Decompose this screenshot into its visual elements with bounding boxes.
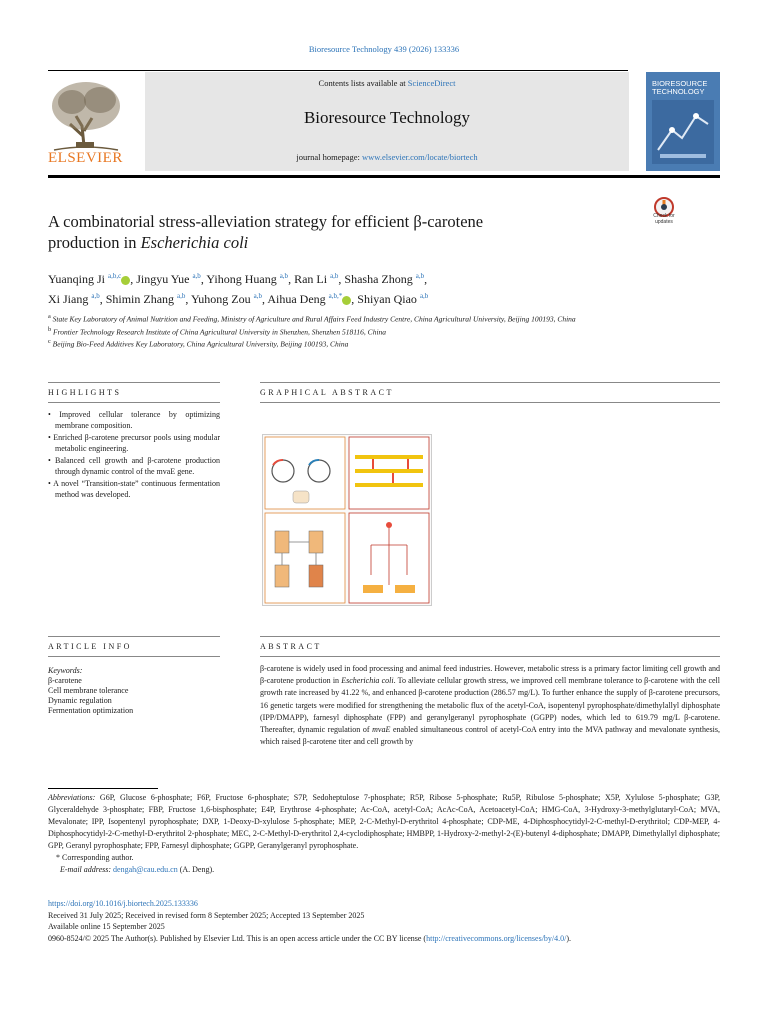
affiliation-text: Beijing Bio-Feed Additives Key Laboratory, China Agricultural University, Beijing 100193, China (50, 339, 349, 349)
author-affiliation-marker[interactable]: a,b,* (328, 292, 343, 300)
highlight-item: • A novel “Transition-state” continuous fermentation method was developed. (48, 479, 220, 499)
badge-line-1: Check for (653, 213, 675, 219)
available-online: Available online 15 September 2025 (48, 922, 165, 931)
sciencedirect-link[interactable]: ScienceDirect (407, 78, 456, 88)
title-line-1: A combinatorial stress-alleviation strategy for efficient β-carotene (48, 212, 484, 231)
highlights-list (48, 410, 220, 500)
author-affiliation-marker[interactable]: a,b,c (108, 272, 122, 280)
badge-line-2: updates (655, 218, 673, 225)
abbrev-text: G6P, Glucose 6-phosphate; F6P, Fructose 6-phosphate; S7P, Sedoheptulose 7-phosphate; R5P, Ribose 5-phosphate; Ru5P, Ribulose 5-phosphate; X5P, Xylulose 5-phosphate; G3P, Glyceraldehyde 3-phosphate; FBP, Fructose 1,6-bisphosphate; E4P, Erythrose 4-phosphate; Ac-CoA, acetyl-CoA; AcAc-CoA, Acetoacetyl-CoA; HMG-CoA, 3-Hydroxy-3-methylglutaryl-CoA; MVA, Mevalonate; IPP, Isopentenyl pyrophosphate; DXP, 1-Deoxy-D-xylulose 5-phosphate; MEP, 2-C-Methyl-D-erythritol 4-phosphate; CDP-ME, 4-Diphosphocytidyl-2-C-methyl-D-erythritol; CDP-MEP, 4-Diphosphocytidyl-2-C-methyl-D-erythritol 2-phosphate; MEC, 2-C-Methyl-D-erythritol 2,4-cyclodiphosphate; HMBPP, 1-Hydroxy-2-methyl-2-(E)-butenyl 4-diphosphate; DMAPP, Dimethylallyl diphosphate; GPP, Geranyl pyrophosphate; FPP, Farnesyl diphosphate; GGPP, Geranylgeranyl pyrophosphate. (48, 793, 720, 850)
author-name[interactable]: , Shimin Zhang (99, 292, 178, 306)
author-affiliation-marker[interactable]: a,b (415, 272, 425, 280)
author-name[interactable]: , Jingyu Yue (130, 272, 193, 286)
corresponding-note: * Corresponding author. (56, 853, 134, 862)
graphical-abstract-figure[interactable] (262, 434, 432, 606)
homepage-link[interactable]: www.elsevier.com/locate/biortech (362, 152, 478, 162)
highlights-top-rule (48, 382, 220, 383)
license-end: ). (566, 933, 572, 943)
author-line-2 (48, 288, 648, 308)
abstract-top-rule (260, 636, 720, 637)
article-meta (48, 898, 748, 944)
ga-under-rule (260, 402, 720, 403)
author-name[interactable]: , Yuhong Zou (185, 292, 254, 306)
orcid-icon[interactable] (342, 296, 351, 305)
author-name[interactable]: Xi Jiang (48, 292, 92, 306)
publisher-logo-text: ELSEVIER (48, 150, 123, 166)
footnote-rule (48, 788, 158, 789)
keyword-item: Dynamic regulation (48, 696, 112, 705)
homepage-prefix: journal homepage: (296, 152, 363, 162)
title-line-2-text: production in (48, 233, 141, 252)
keyword-item: Cell membrane tolerance (48, 686, 129, 695)
abstract-part-1: β-carotene is widely used in food processing and animal feed industries. However, metabolic stress is a primary factor limiting cell growth and β-carotene production in (260, 664, 720, 686)
doi-link[interactable]: https://doi.org/10.1016/j.biortech.2025.133336 (48, 899, 198, 908)
highlight-item: • Enriched β-carotene precursor pools using modular metabolic engineering. (48, 433, 220, 453)
journal-reference[interactable]: Bioresource Technology 439 (2026) 133336 (308, 44, 460, 54)
highlights-under-rule (48, 402, 220, 403)
cover-title: BIORESOURCE TECHNOLOGY (652, 79, 708, 96)
header-bottom-rule (48, 175, 720, 178)
affiliation-item (48, 337, 638, 350)
abstract-text (260, 663, 720, 748)
author-affiliation-marker[interactable]: a,b (419, 292, 429, 300)
author-name[interactable]: , Ran Li (288, 272, 331, 286)
keywords-label: Keywords: (48, 666, 83, 675)
abstract-part-2: . To alleviate cellular growth stress, we improved cell membrane tolerance to β-carotene with the cell growth rate increased by 41.22 %, and enhanced β-carotene production (286.57 mg/L). To further enhance the supply of β-carotene precursors, 16 genetic targets were modified for strengthening the metabolic flux of the acetyl-CoA, isopentenyl pyrophosphate/dimethylallyl diphosphate (IPP/DMAPP), farnesyl diphosphate (FPP) and geranylgeranyl pyrophosphate (GGPP) nodes, which led to 619.79 mg/L β-carotene. Thereafter, dynamic regulation of (260, 676, 720, 735)
article-info-heading: ARTICLE INFO (48, 642, 132, 651)
license-line (48, 933, 748, 945)
article-info-top-rule (48, 636, 220, 637)
author-name[interactable]: , Shasha Zhong (338, 272, 416, 286)
highlights-heading: HIGHLIGHTS (48, 388, 122, 397)
contents-prefix: Contents lists available at (318, 78, 408, 88)
orcid-icon[interactable] (121, 276, 130, 285)
abstract-italic-1: Escherichia coli (341, 676, 394, 686)
article-title (48, 211, 628, 253)
affiliations (48, 312, 638, 350)
author-affiliation-marker[interactable]: a,b (192, 272, 201, 280)
article-info-under-rule (48, 656, 220, 657)
license-link[interactable]: http://creativecommons.org/licenses/by/4.0/ (426, 933, 567, 943)
journal-cover-image[interactable] (646, 72, 720, 171)
affiliation-text: Frontier Technology Research Institute of China Agricultural University in Shenzhen, Shenzhen 518116, China (51, 327, 387, 336)
highlight-item: • Improved cellular tolerance by optimizing membrane composition. (48, 410, 220, 430)
abbreviations-footnote (48, 792, 720, 876)
author-affiliation-marker[interactable]: a,b (253, 292, 262, 300)
keyword-item: β-carotene (48, 676, 82, 685)
abbrev-label: Abbreviations: (48, 793, 96, 802)
keyword-item: Fermentation optimization (48, 706, 134, 715)
author-list (48, 268, 648, 308)
abstract-italic-2: mvaE (372, 725, 391, 735)
received-dates: Received 31 July 2025; Received in revised form 8 September 2025; Accepted 13 September 2025 (48, 910, 365, 920)
email-link[interactable]: dengah@cau.edu.cn (113, 865, 178, 874)
author-line-1 (48, 268, 648, 288)
highlight-item: • Balanced cell growth and β-carotene production through dynamic control of the mvaE gene. (48, 456, 220, 476)
email-line (48, 864, 720, 876)
author-name[interactable]: Yuanqing Ji (48, 272, 108, 286)
author-affiliation-marker[interactable]: a,b (330, 272, 339, 280)
abstract-heading: ABSTRACT (260, 642, 322, 651)
email-suffix: (A. Deng). (177, 865, 215, 874)
cover-artwork (652, 100, 714, 164)
ga-top-rule (260, 382, 720, 383)
email-label: E-mail address: (60, 865, 112, 874)
title-line-2 (48, 232, 628, 253)
header-top-rule (48, 70, 628, 71)
abstract-part-3: enabled simultaneous control of acetyl-CoA entry into the MVA pathway and mevalonate synthesis, which raised β-carotene titer and cell growth by (260, 725, 720, 747)
title-organism: Escherichia coli (140, 233, 249, 252)
author-name[interactable]: , Aihua Deng (262, 292, 329, 306)
journal-homepage-line (145, 152, 629, 162)
affiliation-marker: b (48, 325, 52, 333)
journal-title: Bioresource Technology (303, 108, 471, 127)
affiliation-item (48, 312, 638, 325)
check-for-updates-label[interactable] (644, 214, 684, 225)
abstract-under-rule (260, 656, 720, 657)
keywords-section (48, 666, 228, 716)
highlights-section (48, 410, 220, 502)
license-text: 0960-8524/© 2025 The Author(s). Published by Elsevier Ltd. This is an open access article under the CC BY license ( (48, 933, 427, 943)
author-name[interactable]: , Shiyan Qiao (351, 292, 420, 306)
author-affiliation-marker[interactable]: a,b (177, 292, 186, 300)
author-affiliation-marker[interactable]: a,b (279, 272, 289, 280)
affiliation-marker: a (48, 313, 51, 320)
affiliation-marker: c (48, 338, 51, 345)
affiliation-text: State Key Laboratory of Animal Nutrition and Feeding, Ministry of Agriculture and Rural Affairs Feed Industry Centre, China Agricultural University, Beijing 100193, China (50, 314, 576, 324)
graphical-abstract-heading: GRAPHICAL ABSTRACT (260, 388, 394, 397)
author-name[interactable]: , (424, 272, 428, 286)
keywords-list (48, 676, 228, 716)
affiliation-item (48, 325, 638, 338)
contents-line (145, 78, 629, 88)
author-affiliation-marker[interactable]: a,b (91, 292, 100, 300)
author-name[interactable]: , Yihong Huang (200, 272, 280, 286)
